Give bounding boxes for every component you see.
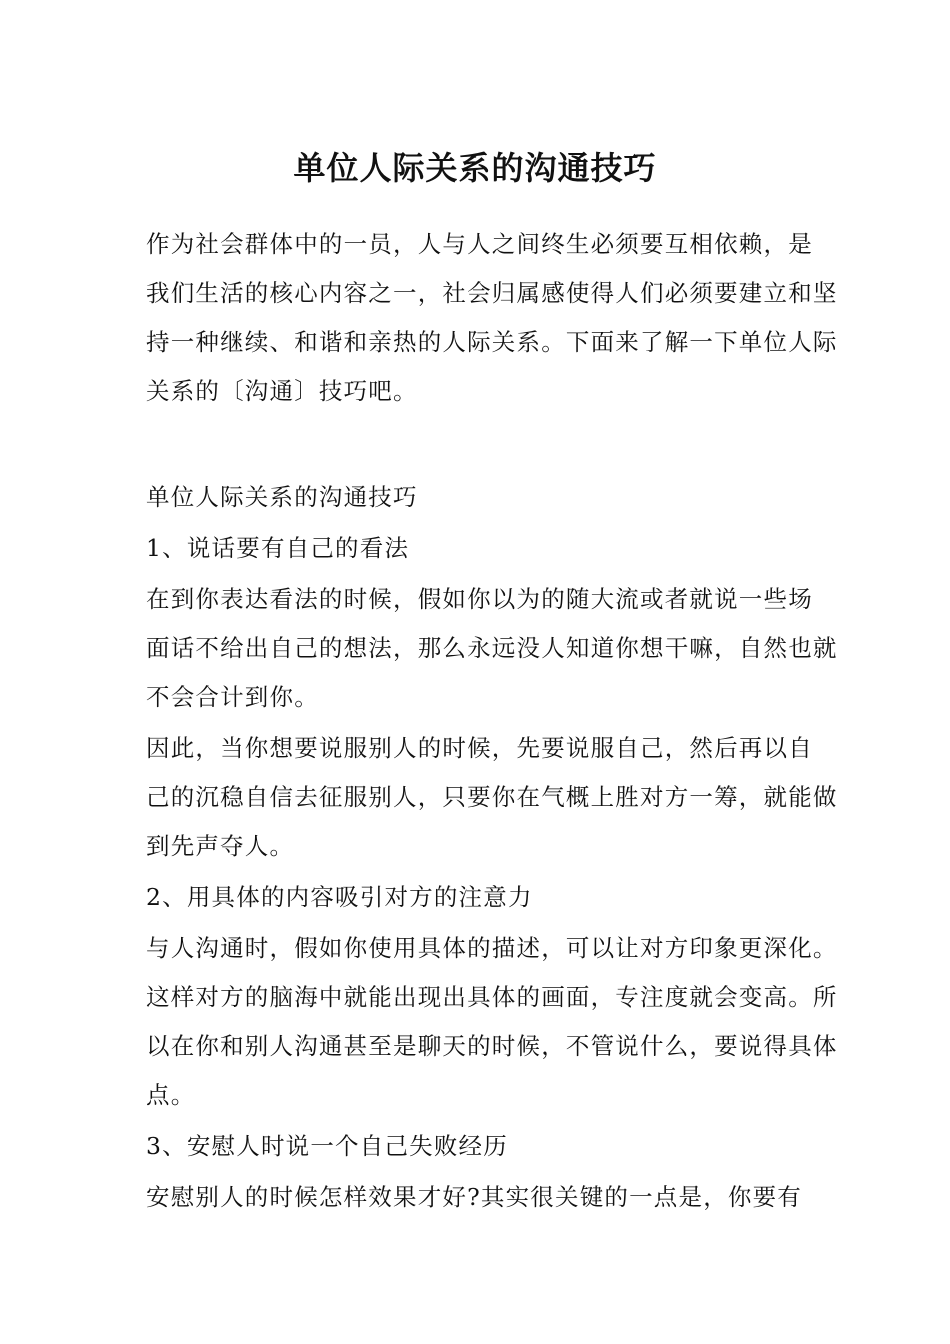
point2-p1-line-1: 与人沟通时，假如你使用具体的描述，可以让对方印象更深化。 [146, 934, 838, 962]
point3-paragraph-1 [120, 1173, 840, 1222]
section-heading-paragraph [120, 473, 840, 522]
point2-p1-line-4: 点。 [146, 1081, 196, 1109]
point1-p2-line-1: 因此，当你想要说服别人的时候，先要说服自己，然后再以自 [146, 734, 813, 762]
point1-heading: 1、说话要有自己的看法 [146, 534, 410, 562]
intro-paragraph [120, 220, 840, 416]
point2-paragraph-1 [120, 924, 840, 1120]
point3-heading-paragraph [120, 1122, 840, 1171]
point3-heading: 3、安慰人时说一个自己失败经历 [146, 1132, 508, 1160]
point1-paragraph-1 [120, 575, 840, 722]
intro-line-4: 关系的〔沟通〕技巧吧。 [146, 377, 418, 405]
document-body [120, 220, 840, 1224]
intro-line-3: 持一种继续、和谐和亲热的人际关系。下面来了解一下单位人际 [146, 328, 838, 356]
point1-paragraph-2 [120, 724, 840, 871]
point1-p1-line-2: 面话不给出自己的想法，那么永远没人知道你想干嘛，自然也就 [146, 634, 838, 662]
point2-p1-line-3: 以在你和别人沟通甚至是聊天的时候，不管说什么，要说得具体 [146, 1032, 838, 1060]
point1-p1-line-1: 在到你表达看法的时候，假如你以为的随大流或者就说一些场 [146, 585, 813, 613]
intro-line-2: 我们生活的核心内容之一，社会归属感使得人们必须要建立和坚 [146, 279, 838, 307]
point1-p2-line-3: 到先声夺人。 [146, 832, 295, 860]
paragraph-gap [120, 418, 840, 473]
point2-p1-line-2: 这样对方的脑海中就能出现出具体的画面，专注度就会变高。所 [146, 983, 838, 1011]
point2-heading-paragraph [120, 873, 840, 922]
point1-p1-line-3: 不会合计到你。 [146, 683, 319, 711]
point2-heading: 2、用具体的内容吸引对方的注意力 [146, 883, 533, 911]
point1-p2-line-2: 己的沉稳自信去征服别人，只要你在气概上胜对方一筹，就能做 [146, 783, 838, 811]
intro-line-1: 作为社会群体中的一员，人与人之间终生必须要互相依赖，是 [146, 230, 813, 258]
document-title: 单位人际关系的沟通技巧 [293, 149, 657, 187]
point3-p1-line-1: 安慰别人的时候怎样效果才好?其实很关键的一点是，你要有 [146, 1183, 802, 1211]
point1-heading-paragraph [120, 524, 840, 573]
section-heading: 单位人际关系的沟通技巧 [146, 483, 418, 511]
